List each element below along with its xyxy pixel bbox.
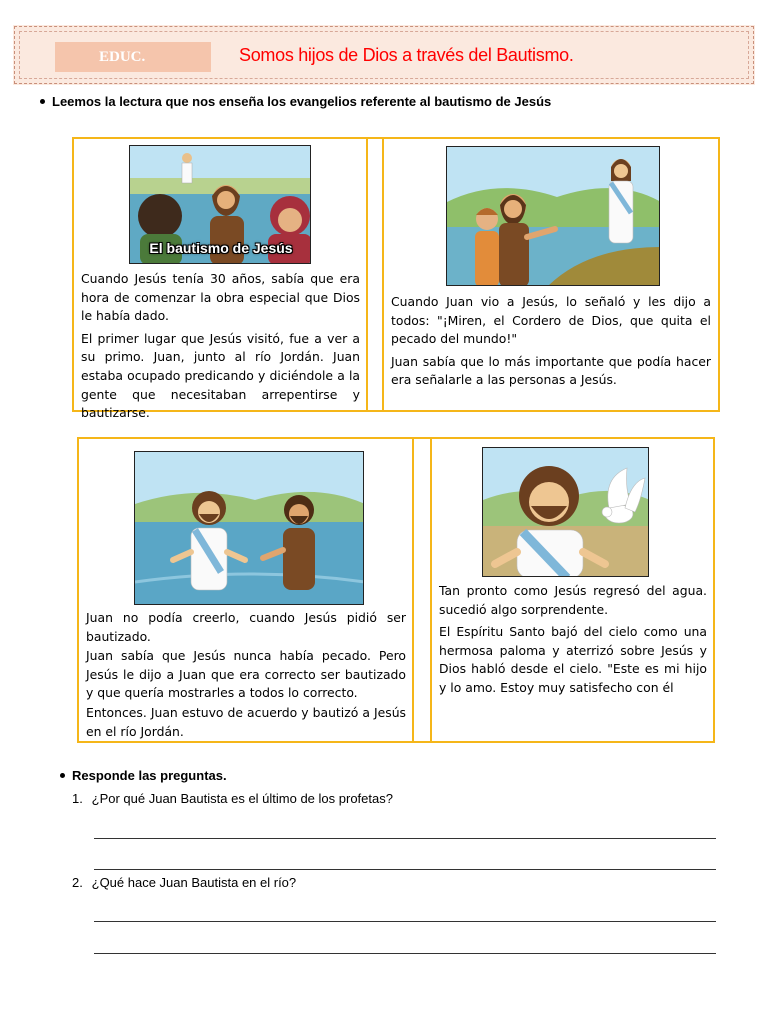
panel-4-text xyxy=(439,582,707,702)
question-number: 1. xyxy=(72,791,83,806)
bullet-icon xyxy=(40,99,45,104)
panel-3-text xyxy=(86,609,406,745)
row-2-divider-b xyxy=(430,437,432,743)
row-2-divider-a xyxy=(412,437,414,743)
row-1-divider-b xyxy=(382,137,384,412)
panel-3-illustration xyxy=(134,451,364,605)
panel-3-paragraph: Entonces. Juan estuvo de acuerdo y bautizó a Jesús en el río Jordán. xyxy=(86,704,406,739)
panel-2-illustration xyxy=(446,146,660,286)
page-title: Somos hijos de Dios a través del Bautismo. xyxy=(239,45,574,65)
bullet-icon xyxy=(60,773,65,778)
panel-4-paragraph: Tan pronto como Jesús regresó del agua. sucedió algo sorprendente. xyxy=(439,583,707,617)
panel-1-paragraph: Cuando Jesús tenía 30 años, sabía que era hora de comenzar la obra especial que Dios le había dado. xyxy=(81,271,360,324)
question-1 xyxy=(72,791,393,806)
panel-3-paragraph: Juan no podía creerlo, cuando Jesús pidió ser bautizado. xyxy=(86,610,406,644)
question-number: 2. xyxy=(72,875,83,890)
row-1-divider-a xyxy=(366,137,368,412)
intro-line xyxy=(40,94,551,109)
panel-1-illustration xyxy=(129,145,311,264)
questions-heading-text: Responde las preguntas. xyxy=(72,768,227,783)
panel-4-illustration xyxy=(482,447,649,577)
panel-2-text xyxy=(391,293,711,394)
panel-1-caption: El bautismo de Jesús xyxy=(149,240,293,256)
question-text: ¿Por qué Juan Bautista es el último de los profetas? xyxy=(91,791,393,806)
answer-line[interactable] xyxy=(94,838,716,839)
panel-2-paragraph: Juan sabía que lo más importante que podía hacer era señalarle a las personas a Jesús. xyxy=(391,353,711,388)
panel-3-paragraph: Juan sabía que Jesús nunca había pecado. Pero Jesús le dijo a Juan que era correcto ser bautizado y que quería mostrarles a todos lo correcto. xyxy=(86,648,406,701)
panel-4-paragraph: El Espíritu Santo bajó del cielo como una hermosa paloma y aterrizó sobre Jesús y Dios habló desde el cielo. "Este es mi hijo y lo amo. Estoy muy satisfecho con él xyxy=(439,624,707,695)
answer-line[interactable] xyxy=(94,869,716,870)
questions-heading xyxy=(60,768,227,783)
question-2 xyxy=(72,875,296,890)
answer-line[interactable] xyxy=(94,921,716,922)
intro-text: Leemos la lectura que nos enseña los evangelios referente al bautismo de Jesús xyxy=(52,94,552,109)
answer-line[interactable] xyxy=(94,953,716,954)
question-text: ¿Qué hace Juan Bautista en el río? xyxy=(91,875,297,890)
panel-2-paragraph: Cuando Juan vio a Jesús, lo señaló y les dijo a todos: "¡Miren, el Cordero de Dios, que quita el pecado del mundo!" xyxy=(391,294,711,347)
subject-tag: EDUC. xyxy=(55,42,211,72)
panel-1-paragraph: El primer lugar que Jesús visitó, fue a ver a su primo. Juan, junto al río Jordán. Juan estaba ocupado predicando y diciéndole a la gente que necesitaban arrepentirse y bautizarse. xyxy=(81,330,360,421)
panel-1-text xyxy=(81,270,360,427)
header-banner xyxy=(14,26,754,84)
